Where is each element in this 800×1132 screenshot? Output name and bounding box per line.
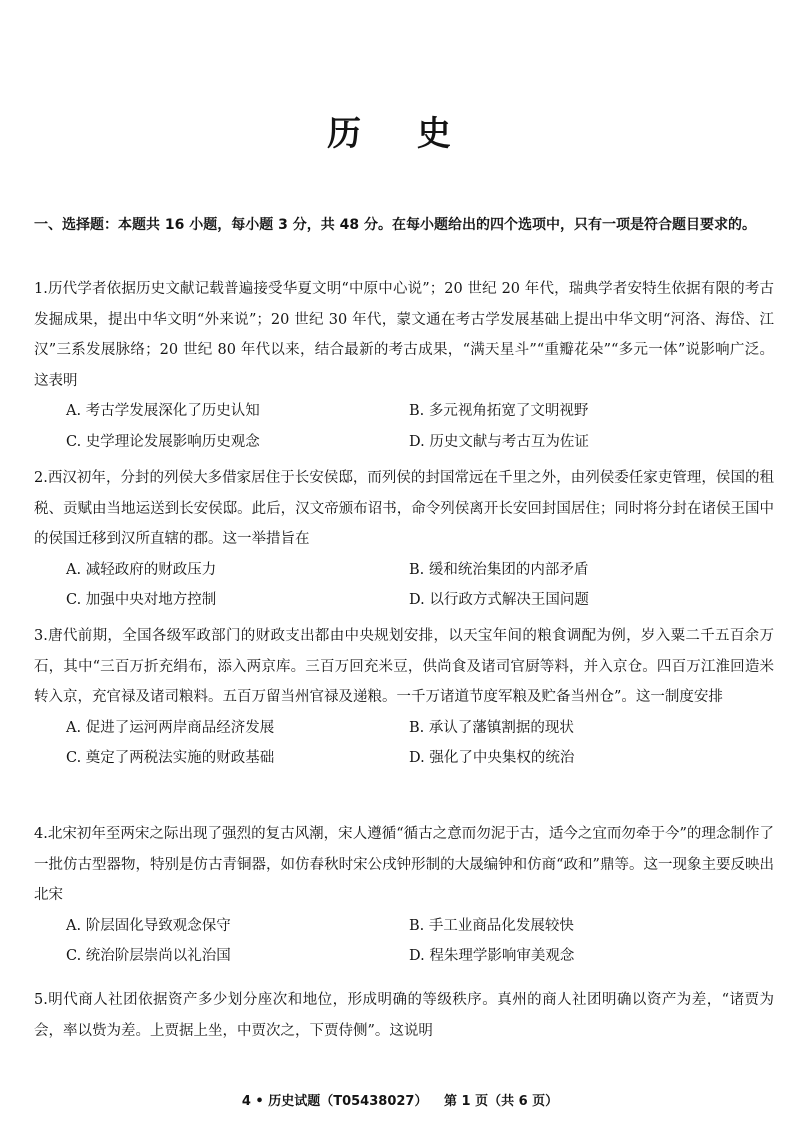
question-stem: 2.西汉初年，分封的列侯大多借家居住于长安侯邸，而列侯的封国常远在千里之外，由列侯委任家吏管理，侯国的租税、贡赋由当地运送到长安侯邸。此后，汉文帝颁布诏书，命令列侯离开长安回封国居住；同时将分封在诸侯王国中的侯国迁移到汉所直辖的郡。这一举措旨在 <box>34 470 774 547</box>
option-b: B. 缓和统治集团的内部矛盾 <box>409 561 589 578</box>
option-c: C. 加强中央对地方控制 <box>66 592 217 608</box>
question-stem: 5.明代商人社团依据资产多少划分座次和地位，形成明确的等级秩序。真州的商人社团明确以资产为差，“诸贾为会，率以赀为差。上贾据上坐，中贾次之，下贾侍侧”。这说明 <box>34 992 774 1039</box>
option-a: A. 阶层固化导致观念保守 <box>66 917 231 934</box>
question-stem: 4.北宋初年至两宋之际出现了强烈的复古风潮，宋人遵循“循古之意而勿泥于古，适今之宜而勿牵于今”的理念制作了一批仿古型器物，特别是仿古青铜器，如仿春秋时宋公戌钟形制的大晟编钟和仿商“政和”鼎等。这一现象主要反映出北宋 <box>34 826 774 903</box>
option-c: C. 史学理论发展影响历史观念 <box>66 433 260 450</box>
option-b: B. 承认了藩镇割据的现状 <box>409 719 574 736</box>
question-1 <box>34 274 774 457</box>
option-d: D. 强化了中央集权的统治 <box>409 750 575 766</box>
option-grid <box>34 713 774 774</box>
question-stem: 3.唐代前期，全国各级军政部门的财政支出都由中央规划安排，以天宝年间的粮食调配为例，岁入粟二千五百余万石，其中“三百万折充绢布，添入两京库。三百万回充米豆，供尚食及诸司官厨等料，并入京仓。四百万江淮回造米转入京，充官禄及诸司粮料。五百万留当州官禄及递粮。一千万诸道节度军粮及贮备当州仓”。这一制度安排 <box>34 628 774 705</box>
option-grid <box>34 555 774 616</box>
option-d: D. 历史文献与考古互为佐证 <box>409 433 589 450</box>
option-b: B. 多元视角拓宽了文明视野 <box>409 403 589 419</box>
question-4 <box>34 819 774 972</box>
option-c: C. 奠定了两税法实施的财政基础 <box>66 750 275 766</box>
option-a: A. 考古学发展深化了历史认知 <box>66 403 260 419</box>
page-title: 历 史 <box>327 114 473 154</box>
page-number: 第 1 页（共 6 页） <box>443 1094 559 1109</box>
option-b: B. 手工业商品化发展较快 <box>409 917 574 934</box>
exam-code: 4 • 历史试题（T05438027） <box>241 1094 428 1109</box>
question-5 <box>34 985 774 1046</box>
question-stem: 1.历代学者依据历史文献记载普遍接受华夏文明“中原中心说”；20 世纪 20 年代，瑞典学者安特生依据有限的考古发掘成果，提出中华文明“外来说”；20 世纪 30 年代，蒙文通在考古学发展基础上提出中华文明“河洛、海岱、江汉”三系发展脉络；20 世纪 80 年代以来，结合最新的考古成果，“满天星斗”“重瓣花朵”“多元一体”说影响广泛。这表明 <box>34 281 774 389</box>
option-a: A. 促进了运河两岸商品经济发展 <box>66 719 275 736</box>
question-3 <box>34 621 774 774</box>
option-a: A. 减轻政府的财政压力 <box>66 561 217 578</box>
option-grid <box>34 396 774 457</box>
option-c: C. 统治阶层崇尚以礼治国 <box>66 948 231 964</box>
page-footer <box>0 1090 800 1109</box>
option-d: D. 程朱理学影响审美观念 <box>409 948 575 964</box>
option-d: D. 以行政方式解决王国问题 <box>409 592 589 608</box>
section-heading: 一、选择题：本题共 16 小题，每小题 3 分，共 48 分。在每小题给出的四个选项中，只有一项是符合题目要求的。 <box>34 217 756 233</box>
option-grid <box>34 911 774 972</box>
question-2 <box>34 463 774 616</box>
